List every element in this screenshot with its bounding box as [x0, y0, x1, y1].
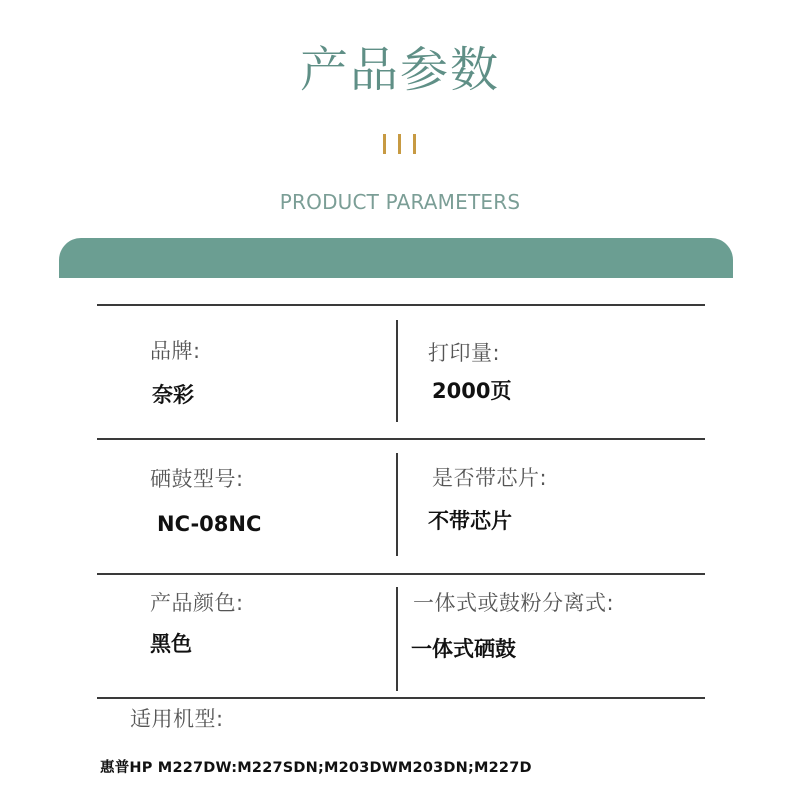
compatible-models-label: 适用机型:: [130, 707, 224, 731]
param-value-chip: 不带芯片: [428, 509, 512, 533]
param-label-page-yield: 打印量:: [428, 341, 501, 365]
table-divider-bottom: [97, 697, 705, 699]
column-divider: [396, 453, 398, 556]
page-subtitle: PRODUCT PARAMETERS: [279, 190, 521, 214]
compatible-models-value: 惠普HP M227DW:M227SDN;M203DWM203DN;M227D: [100, 760, 532, 776]
header-band: [59, 238, 733, 278]
param-label-color: 产品颜色:: [150, 591, 244, 615]
param-label-brand: 品牌:: [150, 339, 201, 363]
column-divider: [396, 587, 398, 691]
table-divider: [97, 438, 705, 440]
param-label-cartridge-model: 硒鼓型号:: [150, 467, 244, 491]
param-value-brand: 奈彩: [152, 383, 194, 407]
table-divider: [97, 573, 705, 575]
param-value-cartridge-type: 一体式硒鼓: [411, 637, 516, 661]
param-value-cartridge-model: NC-08NC: [157, 512, 262, 536]
param-label-chip: 是否带芯片:: [432, 466, 548, 490]
table-divider-top: [97, 304, 705, 306]
page-title: 产品参数: [299, 42, 500, 98]
param-value-page-yield: 2000页: [432, 379, 512, 403]
column-divider: [396, 320, 398, 422]
title-divider-ornament: [380, 134, 420, 158]
param-label-cartridge-type: 一体式或鼓粉分离式:: [413, 591, 615, 615]
param-value-color: 黑色: [150, 632, 192, 656]
